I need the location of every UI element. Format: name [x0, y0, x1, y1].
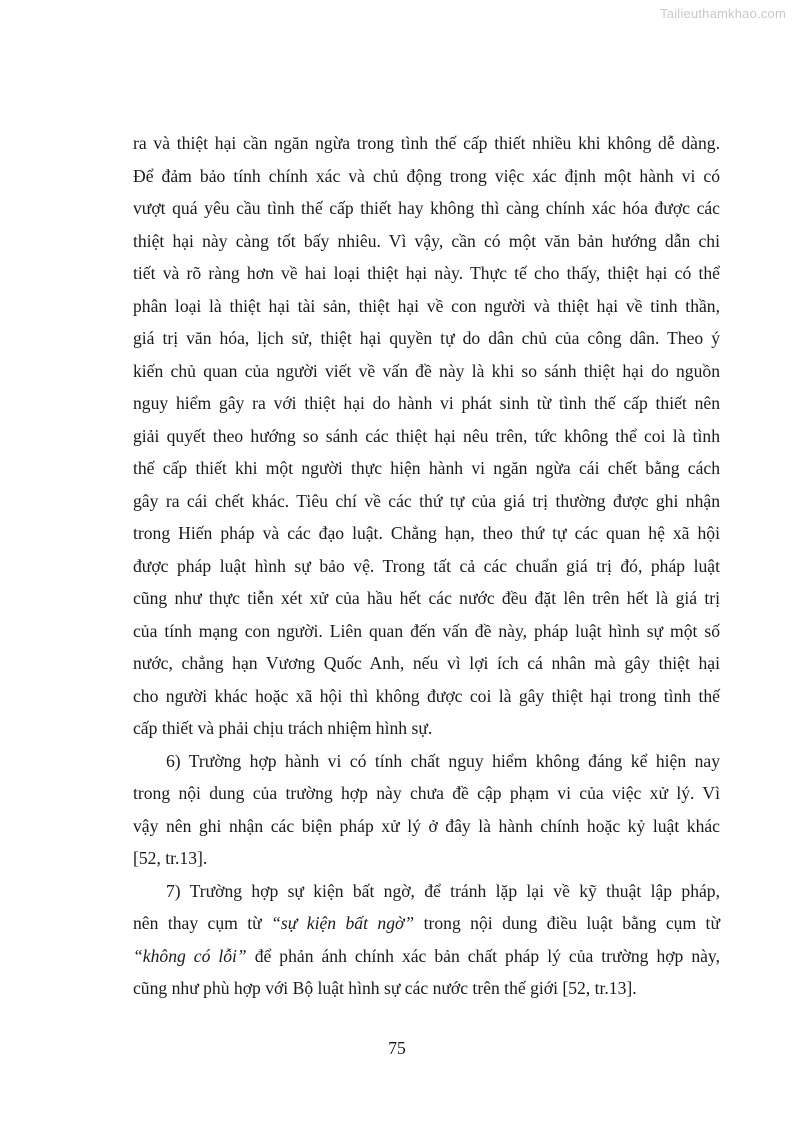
text-line: cấp thiết và phải chịu trách nhiệm hình sự.: [133, 718, 433, 738]
watermark: Tailieuthamkhao.com: [660, 6, 786, 21]
text-line: [52, tr.13].: [133, 848, 208, 868]
text-line: vậy nên ghi nhận các biện pháp xử lý ở đây là hành chính hoặc kỷ luật khác: [133, 815, 720, 836]
paragraph-1: [133, 127, 720, 745]
text-line: 7) Trường hợp sự kiện bất ngờ, để tránh lặp lại về kỹ thuật lập pháp,: [166, 880, 720, 901]
text-line: [133, 907, 720, 940]
text-line: tiết và rõ ràng hơn về hai loại thiệt hại này. Thực tế cho thấy, thiệt hại có thể: [133, 263, 720, 283]
text-line: vượt quá yêu cầu tình thế cấp thiết hay không thì càng chính xác hóa được các: [133, 198, 720, 218]
text-line: thiệt hại này càng tốt bấy nhiêu. Vì vậy, cần có một văn bản hướng dẫn chi: [133, 230, 720, 251]
text-line: giải quyết theo hướng so sánh các thiệt hại nêu trên, tức không thể coi là tình: [133, 425, 720, 446]
italic-term: “không có lỗi”: [133, 945, 247, 966]
text-line: cũng như thực tiễn xét xử của hầu hết các nước đều đặt lên trên hết là giá trị: [133, 588, 720, 608]
paragraph-3: [133, 875, 720, 1005]
text-line: [133, 940, 720, 973]
text-segment: trong nội dung điều luật bằng cụm từ: [414, 913, 720, 933]
text-line: trong Hiến pháp và các đạo luật. Chẳng hạn, theo thứ tự các quan hệ xã hội: [133, 523, 720, 543]
text-line: nguy hiểm gây ra với thiệt hại do hành vi phát sinh từ tình thế cấp thiết nên: [133, 393, 720, 413]
text-line: ra và thiệt hại cần ngăn ngừa trong tình thế cấp thiết nhiều khi không dễ dàng.: [133, 133, 720, 153]
text-line: phân loại là thiệt hại tài sản, thiệt hại về con người và thiệt hại về tinh thần,: [133, 295, 720, 316]
text-line: 6) Trường hợp hành vi có tính chất nguy hiểm không đáng kể hiện nay: [166, 750, 720, 771]
text-line: Để đảm bảo tính chính xác và chủ động trong việc xác định một hành vi có: [133, 165, 720, 186]
text-line: nước, chẳng hạn Vương Quốc Anh, nếu vì lợi ích cá nhân mà gây thiệt hại: [133, 653, 720, 673]
text-line: giá trị văn hóa, lịch sử, thiệt hại quyền tự do dân chủ của công dân. Theo ý: [133, 328, 720, 348]
text-line: gây ra cái chết khác. Tiêu chí về các thứ tự của giá trị thường được ghi nhận: [133, 490, 720, 511]
page-number: 75: [388, 1038, 406, 1058]
page-body: [133, 127, 720, 1005]
text-line: trong nội dung của trường hợp này chưa đề cập phạm vi của việc xử lý. Vì: [133, 783, 720, 803]
text-line: cho người khác hoặc xã hội thì không được coi là gây thiệt hại trong tình thế: [133, 685, 720, 706]
italic-term: “sự kiện bất ngờ”: [271, 913, 415, 933]
text-line: cũng như phù hợp với Bộ luật hình sự các nước trên thế giới [52, tr.13].: [133, 978, 637, 998]
text-line: được pháp luật hình sự bảo vệ. Trong tất cả các chuẩn giá trị đó, pháp luật: [133, 555, 720, 576]
text-line: thế cấp thiết khi một người thực hiện hành vi ngăn ngừa cái chết bằng cách: [133, 458, 720, 478]
text-segment: nên thay cụm từ: [133, 913, 272, 933]
text-line: kiến chủ quan của người viết về vấn đề này là khi so sánh thiệt hại do nguồn: [133, 360, 720, 381]
text-line: của tính mạng con người. Liên quan đến vấn đề này, pháp luật hình sự một số: [133, 620, 720, 641]
paragraph-2: [133, 745, 720, 875]
text-segment: để phản ánh chính xác bản chất pháp lý của trường hợp này,: [246, 945, 720, 966]
